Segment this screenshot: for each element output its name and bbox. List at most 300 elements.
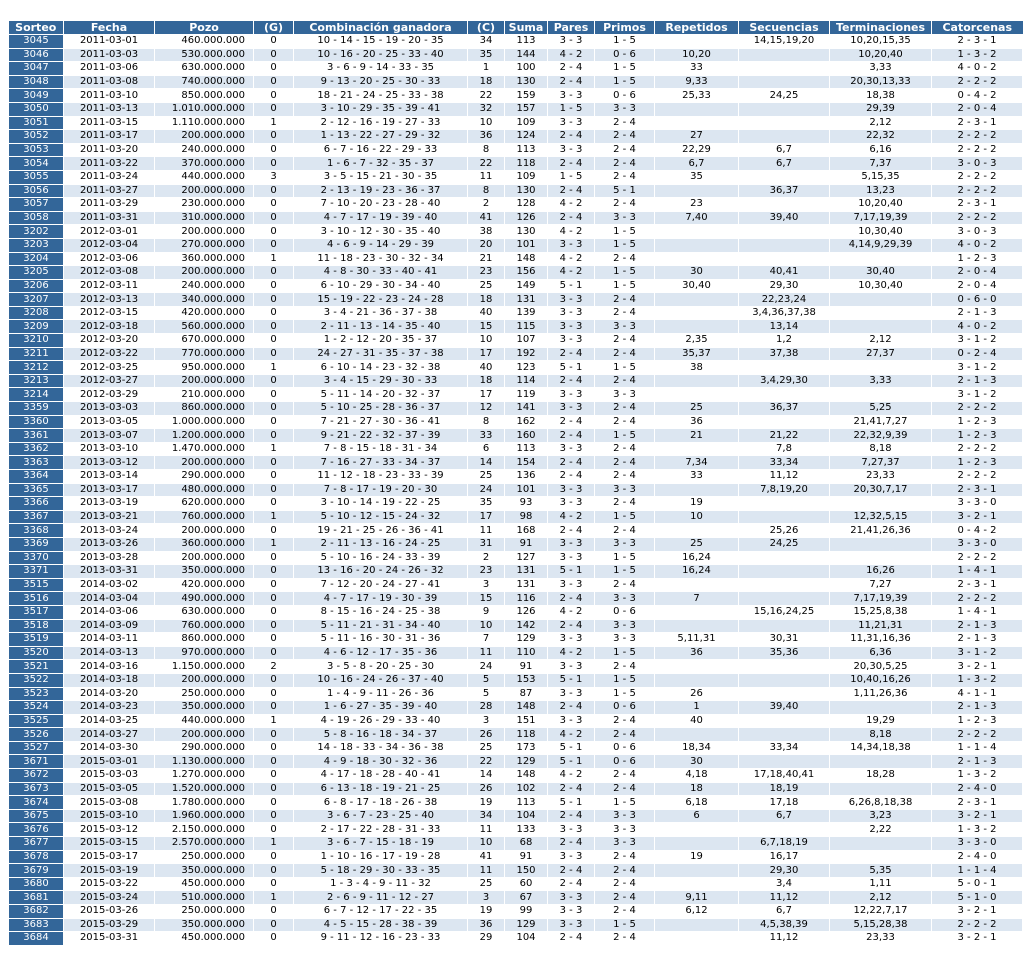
cell-c: 35: [468, 48, 505, 62]
cell-terminaciones: 11,21,31: [830, 619, 932, 633]
cell-pozo: 350.000.000: [155, 918, 254, 932]
cell-g: 1: [254, 891, 294, 905]
cell-secuencias: [739, 714, 830, 728]
cell-pozo: 860.000.000: [155, 633, 254, 647]
cell-c: 36: [468, 918, 505, 932]
cell-suma: 128: [505, 198, 548, 212]
cell-combinacion: 1 - 6 - 27 - 35 - 39 - 40: [294, 701, 468, 715]
cell-g: 0: [254, 755, 294, 769]
cell-terminaciones: 29,39: [830, 102, 932, 116]
cell-catorcenas: 2 - 3 - 1: [932, 578, 1023, 592]
cell-primos: 2 - 4: [595, 334, 655, 348]
cell-terminaciones: [830, 388, 932, 402]
cell-pares: 3 - 3: [548, 918, 595, 932]
table-row: [9, 918, 1023, 932]
cell-pares: 4 - 2: [548, 252, 595, 266]
table-row: [9, 170, 1023, 184]
cell-sorteo: 3202: [9, 225, 64, 239]
cell-c: 24: [468, 660, 505, 674]
cell-sorteo: 3370: [9, 551, 64, 565]
cell-fecha: 2015-03-17: [64, 850, 155, 864]
cell-secuencias: 7,8: [739, 442, 830, 456]
cell-suma: 101: [505, 483, 548, 497]
table-row: [9, 565, 1023, 579]
cell-terminaciones: 20,30,13,33: [830, 75, 932, 89]
cell-c: 22: [468, 89, 505, 103]
cell-primos: 2 - 4: [595, 347, 655, 361]
cell-primos: 2 - 4: [595, 116, 655, 130]
cell-g: 0: [254, 35, 294, 49]
cell-c: 10: [468, 619, 505, 633]
cell-secuencias: [739, 75, 830, 89]
column-header-suma: Suma: [505, 21, 548, 35]
cell-terminaciones: 3,23: [830, 809, 932, 823]
cell-pozo: 210.000.000: [155, 388, 254, 402]
cell-pares: 2 - 4: [548, 782, 595, 796]
cell-repetidos: 21: [655, 429, 739, 443]
cell-g: 0: [254, 605, 294, 619]
column-header-catorcenas: Catorcenas: [932, 21, 1023, 35]
cell-combinacion: 3 - 10 - 29 - 35 - 39 - 41: [294, 102, 468, 116]
cell-c: 19: [468, 796, 505, 810]
cell-combinacion: 6 - 8 - 17 - 18 - 26 - 38: [294, 796, 468, 810]
cell-suma: 67: [505, 891, 548, 905]
cell-pares: 4 - 2: [548, 48, 595, 62]
table-row: [9, 605, 1023, 619]
cell-terminaciones: 8,18: [830, 728, 932, 742]
cell-pares: 5 - 1: [548, 755, 595, 769]
cell-sorteo: 3679: [9, 864, 64, 878]
cell-primos: 1 - 5: [595, 238, 655, 252]
cell-catorcenas: 0 - 2 - 4: [932, 347, 1023, 361]
cell-terminaciones: 3,33: [830, 374, 932, 388]
cell-pozo: 350.000.000: [155, 701, 254, 715]
cell-g: 0: [254, 320, 294, 334]
cell-suma: 150: [505, 864, 548, 878]
cell-repetidos: [655, 116, 739, 130]
cell-g: 0: [254, 334, 294, 348]
cell-pozo: 370.000.000: [155, 157, 254, 171]
cell-repetidos: 36: [655, 415, 739, 429]
cell-secuencias: [739, 116, 830, 130]
cell-combinacion: 11 - 12 - 18 - 23 - 33 - 39: [294, 470, 468, 484]
cell-primos: 2 - 4: [595, 252, 655, 266]
cell-repetidos: 35: [655, 170, 739, 184]
cell-suma: 130: [505, 184, 548, 198]
cell-fecha: 2013-03-05: [64, 415, 155, 429]
cell-repetidos: [655, 864, 739, 878]
cell-secuencias: [739, 170, 830, 184]
cell-suma: 157: [505, 102, 548, 116]
cell-terminaciones: [830, 361, 932, 375]
cell-fecha: 2011-03-08: [64, 75, 155, 89]
cell-combinacion: 6 - 10 - 14 - 23 - 32 - 38: [294, 361, 468, 375]
cell-primos: 1 - 5: [595, 687, 655, 701]
cell-combinacion: 5 - 10 - 12 - 15 - 24 - 32: [294, 510, 468, 524]
cell-c: 8: [468, 184, 505, 198]
cell-fecha: 2015-03-01: [64, 755, 155, 769]
cell-c: 25: [468, 279, 505, 293]
cell-primos: 1 - 5: [595, 35, 655, 49]
cell-suma: 113: [505, 442, 548, 456]
cell-fecha: 2015-03-29: [64, 918, 155, 932]
cell-pares: 2 - 4: [548, 932, 595, 946]
cell-suma: 118: [505, 728, 548, 742]
cell-fecha: 2014-03-09: [64, 619, 155, 633]
cell-suma: 130: [505, 75, 548, 89]
cell-repetidos: 6,12: [655, 905, 739, 919]
cell-pares: 3 - 3: [548, 687, 595, 701]
cell-terminaciones: 3,33: [830, 62, 932, 76]
cell-suma: 154: [505, 456, 548, 470]
cell-g: 0: [254, 456, 294, 470]
cell-suma: 91: [505, 537, 548, 551]
cell-c: 11: [468, 823, 505, 837]
cell-combinacion: 4 - 7 - 17 - 19 - 39 - 40: [294, 211, 468, 225]
cell-g: 0: [254, 769, 294, 783]
cell-suma: 102: [505, 782, 548, 796]
cell-pares: 3 - 3: [548, 660, 595, 674]
cell-fecha: 2014-03-11: [64, 633, 155, 647]
cell-g: 0: [254, 198, 294, 212]
table-row: [9, 130, 1023, 144]
cell-primos: 1 - 5: [595, 673, 655, 687]
cell-catorcenas: 2 - 1 - 3: [932, 374, 1023, 388]
cell-catorcenas: 2 - 0 - 4: [932, 266, 1023, 280]
cell-primos: 1 - 5: [595, 918, 655, 932]
cell-repetidos: [655, 619, 739, 633]
cell-primos: 1 - 5: [595, 565, 655, 579]
table-body: [9, 35, 1023, 946]
cell-sorteo: 3516: [9, 592, 64, 606]
cell-pozo: 440.000.000: [155, 170, 254, 184]
cell-catorcenas: 2 - 4 - 0: [932, 850, 1023, 864]
cell-terminaciones: [830, 320, 932, 334]
table-row: [9, 415, 1023, 429]
cell-fecha: 2015-03-24: [64, 891, 155, 905]
table-row: [9, 402, 1023, 416]
cell-pozo: 1.470.000.000: [155, 442, 254, 456]
cell-fecha: 2013-03-12: [64, 456, 155, 470]
cell-fecha: 2015-03-22: [64, 877, 155, 891]
cell-g: 0: [254, 306, 294, 320]
cell-pares: 2 - 4: [548, 701, 595, 715]
table-row: [9, 809, 1023, 823]
cell-terminaciones: 1,11: [830, 877, 932, 891]
cell-fecha: 2012-03-06: [64, 252, 155, 266]
cell-fecha: 2012-03-13: [64, 293, 155, 307]
cell-suma: 162: [505, 415, 548, 429]
cell-terminaciones: 13,23: [830, 184, 932, 198]
cell-catorcenas: 1 - 3 - 2: [932, 769, 1023, 783]
cell-catorcenas: 3 - 2 - 1: [932, 932, 1023, 946]
cell-primos: 1 - 5: [595, 279, 655, 293]
cell-c: 8: [468, 415, 505, 429]
table-row: [9, 782, 1023, 796]
table-row: [9, 157, 1023, 171]
cell-pares: 2 - 4: [548, 877, 595, 891]
cell-g: 0: [254, 646, 294, 660]
cell-combinacion: 3 - 6 - 7 - 23 - 25 - 40: [294, 809, 468, 823]
cell-fecha: 2012-03-11: [64, 279, 155, 293]
cell-c: 36: [468, 130, 505, 144]
cell-combinacion: 4 - 6 - 12 - 17 - 35 - 36: [294, 646, 468, 660]
cell-catorcenas: 2 - 3 - 1: [932, 198, 1023, 212]
cell-g: 0: [254, 701, 294, 715]
cell-fecha: 2012-03-15: [64, 306, 155, 320]
cell-combinacion: 4 - 19 - 26 - 29 - 33 - 40: [294, 714, 468, 728]
cell-sorteo: 3676: [9, 823, 64, 837]
table-row: [9, 741, 1023, 755]
cell-suma: 113: [505, 796, 548, 810]
cell-catorcenas: 4 - 1 - 1: [932, 687, 1023, 701]
cell-pares: 3 - 3: [548, 238, 595, 252]
cell-suma: 91: [505, 660, 548, 674]
cell-pozo: 630.000.000: [155, 62, 254, 76]
cell-suma: 131: [505, 565, 548, 579]
cell-fecha: 2012-03-18: [64, 320, 155, 334]
cell-g: 0: [254, 741, 294, 755]
cell-sorteo: 3684: [9, 932, 64, 946]
cell-repetidos: [655, 483, 739, 497]
cell-pares: 4 - 2: [548, 266, 595, 280]
cell-pozo: 200.000.000: [155, 374, 254, 388]
cell-primos: 2 - 4: [595, 170, 655, 184]
cell-pares: 2 - 4: [548, 211, 595, 225]
cell-pozo: 630.000.000: [155, 605, 254, 619]
cell-g: 1: [254, 537, 294, 551]
cell-pozo: 290.000.000: [155, 741, 254, 755]
cell-catorcenas: 3 - 0 - 3: [932, 157, 1023, 171]
cell-secuencias: 13,14: [739, 320, 830, 334]
cell-pozo: 480.000.000: [155, 483, 254, 497]
cell-terminaciones: 7,27,37: [830, 456, 932, 470]
cell-fecha: 2015-03-10: [64, 809, 155, 823]
cell-sorteo: 3371: [9, 565, 64, 579]
cell-catorcenas: 0 - 4 - 2: [932, 524, 1023, 538]
cell-catorcenas: 2 - 2 - 2: [932, 143, 1023, 157]
cell-sorteo: 3210: [9, 334, 64, 348]
cell-c: 20: [468, 238, 505, 252]
cell-suma: 148: [505, 252, 548, 266]
cell-fecha: 2014-03-20: [64, 687, 155, 701]
cell-terminaciones: 10,30,40: [830, 279, 932, 293]
cell-sorteo: 3205: [9, 266, 64, 280]
cell-repetidos: 22,29: [655, 143, 739, 157]
cell-secuencias: [739, 48, 830, 62]
cell-suma: 123: [505, 361, 548, 375]
cell-c: 25: [468, 470, 505, 484]
cell-catorcenas: 3 - 3 - 0: [932, 837, 1023, 851]
cell-catorcenas: 1 - 2 - 3: [932, 429, 1023, 443]
cell-g: 0: [254, 483, 294, 497]
cell-terminaciones: 2,22: [830, 823, 932, 837]
cell-pozo: 200.000.000: [155, 728, 254, 742]
cell-secuencias: 3,4,36,37,38: [739, 306, 830, 320]
cell-repetidos: 1: [655, 701, 739, 715]
cell-terminaciones: 10,20,40: [830, 48, 932, 62]
table-row: [9, 497, 1023, 511]
cell-sorteo: 3053: [9, 143, 64, 157]
cell-fecha: 2012-03-22: [64, 347, 155, 361]
cell-pares: 3 - 3: [548, 578, 595, 592]
cell-c: 3: [468, 891, 505, 905]
cell-pares: 2 - 4: [548, 75, 595, 89]
cell-primos: 2 - 4: [595, 905, 655, 919]
cell-terminaciones: 2,12: [830, 334, 932, 348]
cell-combinacion: 5 - 10 - 25 - 28 - 36 - 37: [294, 402, 468, 416]
cell-suma: 129: [505, 918, 548, 932]
cell-secuencias: 16,17: [739, 850, 830, 864]
cell-repetidos: [655, 35, 739, 49]
cell-pozo: 1.130.000.000: [155, 755, 254, 769]
cell-secuencias: 11,12: [739, 891, 830, 905]
cell-repetidos: 7,34: [655, 456, 739, 470]
cell-catorcenas: 1 - 2 - 3: [932, 252, 1023, 266]
cell-c: 3: [468, 578, 505, 592]
cell-catorcenas: 1 - 3 - 2: [932, 48, 1023, 62]
cell-c: 14: [468, 769, 505, 783]
cell-primos: 1 - 5: [595, 225, 655, 239]
cell-suma: 93: [505, 497, 548, 511]
cell-repetidos: [655, 823, 739, 837]
cell-pozo: 560.000.000: [155, 320, 254, 334]
cell-catorcenas: 2 - 2 - 2: [932, 918, 1023, 932]
cell-primos: 2 - 4: [595, 456, 655, 470]
cell-catorcenas: 3 - 1 - 2: [932, 646, 1023, 660]
cell-repetidos: [655, 306, 739, 320]
cell-g: 0: [254, 796, 294, 810]
cell-catorcenas: 0 - 6 - 0: [932, 293, 1023, 307]
cell-g: 0: [254, 293, 294, 307]
cell-combinacion: 6 - 13 - 18 - 19 - 21 - 25: [294, 782, 468, 796]
cell-suma: 107: [505, 334, 548, 348]
table-row: [9, 143, 1023, 157]
cell-terminaciones: 23,33: [830, 470, 932, 484]
cell-g: 1: [254, 510, 294, 524]
cell-pares: 3 - 3: [548, 850, 595, 864]
cell-suma: 119: [505, 388, 548, 402]
cell-suma: 126: [505, 605, 548, 619]
cell-c: 11: [468, 170, 505, 184]
cell-fecha: 2011-03-24: [64, 170, 155, 184]
cell-repetidos: [655, 673, 739, 687]
cell-primos: 2 - 4: [595, 306, 655, 320]
cell-secuencias: [739, 225, 830, 239]
cell-catorcenas: 1 - 2 - 3: [932, 714, 1023, 728]
cell-fecha: 2015-03-03: [64, 769, 155, 783]
cell-sorteo: 3054: [9, 157, 64, 171]
table-row: [9, 673, 1023, 687]
cell-combinacion: 2 - 11 - 13 - 16 - 24 - 25: [294, 537, 468, 551]
cell-pares: 2 - 4: [548, 524, 595, 538]
cell-terminaciones: 6,26,8,18,38: [830, 796, 932, 810]
cell-sorteo: 3519: [9, 633, 64, 647]
cell-catorcenas: 3 - 3 - 0: [932, 497, 1023, 511]
cell-c: 9: [468, 605, 505, 619]
cell-fecha: 2014-03-30: [64, 741, 155, 755]
cell-sorteo: 3051: [9, 116, 64, 130]
table-row: [9, 687, 1023, 701]
cell-g: 0: [254, 905, 294, 919]
cell-secuencias: 18,19: [739, 782, 830, 796]
cell-g: 0: [254, 415, 294, 429]
cell-pozo: 670.000.000: [155, 334, 254, 348]
cell-repetidos: 25: [655, 537, 739, 551]
cell-terminaciones: 18,28: [830, 769, 932, 783]
table-row: [9, 429, 1023, 443]
cell-catorcenas: 1 - 3 - 2: [932, 823, 1023, 837]
cell-combinacion: 1 - 3 - 4 - 9 - 11 - 32: [294, 877, 468, 891]
cell-suma: 124: [505, 130, 548, 144]
table-row: [9, 347, 1023, 361]
cell-g: 3: [254, 170, 294, 184]
cell-primos: 2 - 4: [595, 850, 655, 864]
cell-terminaciones: [830, 837, 932, 851]
table-row: [9, 334, 1023, 348]
cell-sorteo: 3048: [9, 75, 64, 89]
cell-g: 0: [254, 211, 294, 225]
column-header-secuencias: Secuencias: [739, 21, 830, 35]
cell-g: 0: [254, 850, 294, 864]
cell-pares: 3 - 3: [548, 306, 595, 320]
cell-fecha: 2012-03-04: [64, 238, 155, 252]
cell-combinacion: 3 - 6 - 7 - 15 - 18 - 19: [294, 837, 468, 851]
cell-pozo: 250.000.000: [155, 687, 254, 701]
cell-sorteo: 3208: [9, 306, 64, 320]
cell-secuencias: [739, 673, 830, 687]
cell-catorcenas: 2 - 0 - 4: [932, 279, 1023, 293]
cell-secuencias: [739, 510, 830, 524]
cell-suma: 168: [505, 524, 548, 538]
table-row: [9, 932, 1023, 946]
table-row: [9, 374, 1023, 388]
cell-c: 22: [468, 157, 505, 171]
cell-pares: 1 - 5: [548, 170, 595, 184]
cell-secuencias: [739, 62, 830, 76]
cell-c: 21: [468, 252, 505, 266]
cell-fecha: 2013-03-28: [64, 551, 155, 565]
cell-repetidos: 30: [655, 266, 739, 280]
cell-secuencias: 39,40: [739, 211, 830, 225]
cell-combinacion: 5 - 11 - 16 - 30 - 31 - 36: [294, 633, 468, 647]
cell-sorteo: 3523: [9, 687, 64, 701]
cell-suma: 60: [505, 877, 548, 891]
cell-pozo: 200.000.000: [155, 673, 254, 687]
cell-c: 40: [468, 361, 505, 375]
cell-primos: 3 - 3: [595, 592, 655, 606]
cell-primos: 2 - 4: [595, 782, 655, 796]
cell-suma: 109: [505, 170, 548, 184]
cell-pares: 1 - 5: [548, 102, 595, 116]
cell-repetidos: 10,20: [655, 48, 739, 62]
cell-secuencias: 11,12: [739, 932, 830, 946]
cell-suma: 144: [505, 48, 548, 62]
cell-pozo: 360.000.000: [155, 537, 254, 551]
cell-catorcenas: 5 - 1 - 0: [932, 891, 1023, 905]
table-row: [9, 755, 1023, 769]
cell-pares: 2 - 4: [548, 470, 595, 484]
cell-repetidos: [655, 102, 739, 116]
cell-catorcenas: 2 - 2 - 2: [932, 170, 1023, 184]
cell-fecha: 2011-03-13: [64, 102, 155, 116]
cell-pares: 3 - 3: [548, 633, 595, 647]
table-row: [9, 592, 1023, 606]
cell-catorcenas: 2 - 2 - 2: [932, 592, 1023, 606]
table-row: [9, 837, 1023, 851]
cell-catorcenas: 1 - 4 - 1: [932, 605, 1023, 619]
cell-c: 18: [468, 75, 505, 89]
